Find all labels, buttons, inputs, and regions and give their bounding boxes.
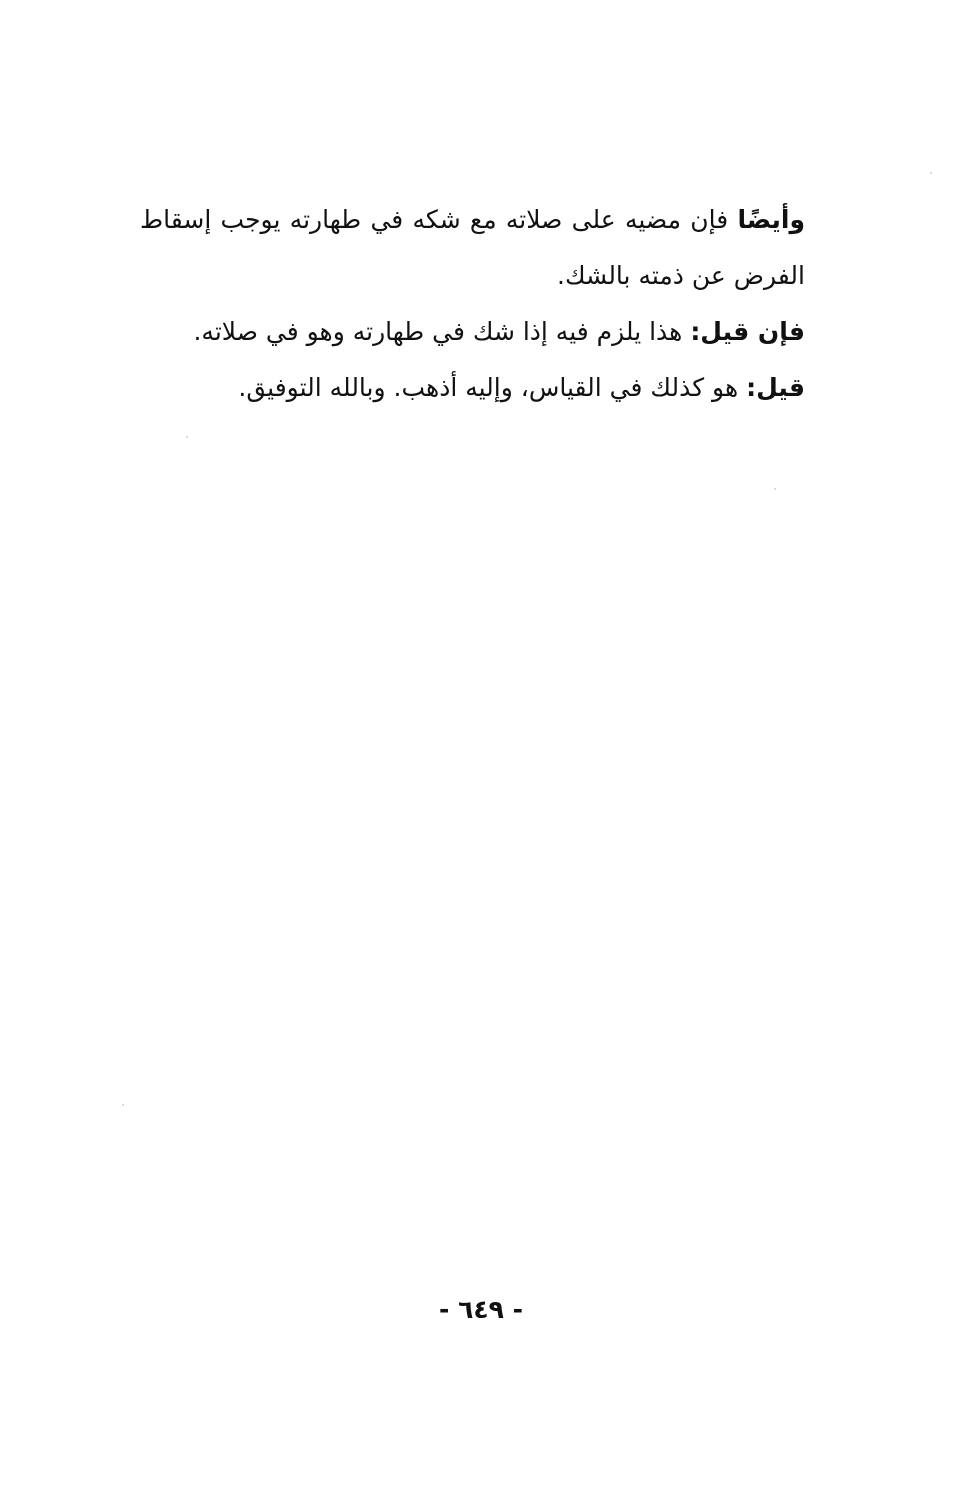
scan-speck [186, 436, 188, 438]
paragraph-2-text: هذا يلزم فيه إذا شك في طهارته وهو في صلاته. [193, 317, 691, 346]
scan-speck [122, 1104, 124, 1106]
paragraph-2-lead: فإن قيل: [690, 317, 805, 346]
paragraph-3-text: هو كذلك في القياس، وإليه أذهب. وبالله التوفيق. [238, 373, 747, 402]
paragraph-1 [140, 192, 805, 304]
paragraph-3-lead: قيل: [746, 373, 805, 402]
paragraph-2 [140, 304, 805, 360]
scan-speck [930, 172, 932, 174]
page-number: - ٦٤٩ - [439, 1295, 523, 1324]
paragraph-1-lead: وأيضًا [737, 205, 805, 234]
scan-speck [774, 488, 776, 490]
paragraph-1-text: فإن مضيه على صلاته مع شكه في طهارته يوجب إسقاط الفرض عن ذمته بالشك. [140, 205, 805, 290]
paragraph-3 [140, 360, 805, 416]
body-text [140, 192, 805, 416]
